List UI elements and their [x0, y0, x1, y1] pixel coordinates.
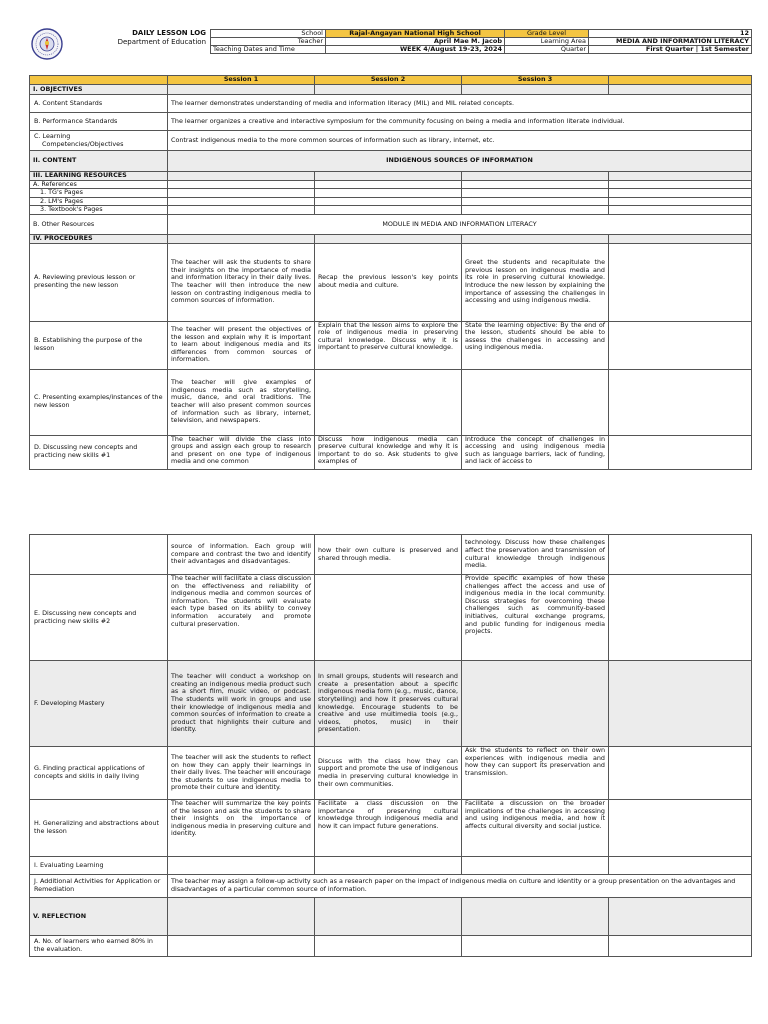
- proc-c-session1: The teacher will give examples of indigenous media such as storytelling, music, dance, and oral traditions. The teacher will also present common sources of information such as library, internet, television, and newspapers.: [168, 369, 315, 435]
- proc-b-session2: Explain that the lesson aims to explore the role of indigenous media in preserving cultural knowledge. Discuss why it is important to preserve cultural knowledge.: [315, 321, 462, 369]
- header-label-grade: Grade Level: [505, 30, 589, 38]
- header-title: DAILY LESSON LOG: [132, 29, 206, 37]
- session-2-header: Session 2: [315, 76, 462, 85]
- objectives-heading: I. OBJECTIVES: [30, 85, 168, 95]
- content-standards-label: A. Content Standards: [30, 95, 168, 113]
- proc-h-session1: The teacher will summarize the key points of the lesson and ask the students to share their insights on the importance of indigenous media in preserving culture and identity.: [168, 800, 315, 857]
- deped-seal-logo: [31, 28, 63, 60]
- other-resources-text: MODULE IN MEDIA AND INFORMATION LITERACY: [168, 214, 752, 234]
- proc-d-cont-session3: technology. Discuss how these challenges affect the preservation and transmission of cultural knowledge through indigenous media.: [462, 535, 609, 575]
- session-4-header: [609, 76, 752, 85]
- content-standards-text: The learner demonstrates understanding of media and information literacy (MIL) and MIL related concepts.: [168, 95, 752, 113]
- proc-g-session1: The teacher will ask the students to reflect on how they can apply their learnings in their daily lives. The teacher will encourage the students to use indigenous media to promote their culture and identity.: [168, 747, 315, 800]
- sessions-header-blank: [30, 76, 168, 85]
- proc-b-label: B. Establishing the purpose of the lesson: [30, 321, 168, 369]
- proc-d-session1: The teacher will divide the class into groups and assign each group to research and present on one type of indigenous media and one common: [168, 435, 315, 469]
- resources-heading: III. LEARNING RESOURCES: [30, 172, 168, 181]
- proc-h-session2: Facilitate a class discussion on the importance of preserving cultural knowledge through indigenous media and how it can impact future generations.: [315, 800, 462, 857]
- header-teacher-value: April Mae M. Jacob: [326, 38, 505, 46]
- sessions-header-row: [30, 76, 752, 85]
- header-dates-value: WEEK 4/August 19-23, 2024: [326, 46, 505, 54]
- reflection-heading: V. REFLECTION: [30, 898, 168, 936]
- proc-a-session1: The teacher will ask the students to share their insights on the importance of media and information literacy in their daily lives. The teacher will then introduce the new lesson on contrasting indigenous media to common sources of information.: [168, 243, 315, 321]
- proc-a-session2: Recap the previous lesson's key points about media and culture.: [315, 243, 462, 321]
- proc-g-label: G. Finding practical applications of concepts and skills in daily living: [30, 747, 168, 800]
- proc-f-label: F. Developing Mastery: [30, 661, 168, 747]
- proc-i-label: I. Evaluating Learning: [30, 857, 168, 875]
- textbook-pages-label: 3. Textbook's Pages: [30, 206, 168, 215]
- competencies-label-line1: C. Learning: [34, 131, 71, 140]
- header-label-dates: Teaching Dates and Time: [211, 46, 326, 54]
- proc-j-label: J. Additional Activities for Application or Remediation: [30, 875, 168, 898]
- proc-e-session1: The teacher will facilitate a class discussion on the effectiveness and reliability of indigenous media and common sources of information. The students will evaluate each type based on its ability to convey information accurately and promote cultural preservation.: [168, 575, 315, 661]
- header-dept: Department of Education: [117, 37, 206, 46]
- other-resources-label: B. Other Resources: [30, 214, 168, 234]
- header-label-teacher: Teacher: [211, 38, 326, 46]
- session-3-header: Session 3: [462, 76, 609, 85]
- lm-pages-label: 2. LM's Pages: [30, 197, 168, 206]
- header-quarter-value: First Quarter | 1st Semester: [589, 46, 752, 54]
- proc-a-label: A. Reviewing previous lesson or presenting the new lesson: [30, 243, 168, 321]
- proc-b-session3: State the learning objective: By the end of the lesson, students should be able to assess the challenges in accessing and using indigenous media.: [462, 321, 609, 369]
- competencies-label: [30, 131, 168, 151]
- header-title-block: [76, 29, 206, 46]
- competencies-label-line2: Competencies/Objectives: [42, 139, 124, 148]
- header-grade-value: 12: [589, 30, 752, 38]
- proc-c-label: C. Presenting examples/instances of the new lesson: [30, 369, 168, 435]
- session-1-header: Session 1: [168, 76, 315, 85]
- proc-g-session3: Ask the students to reflect on their own experiences with indigenous media and how they can support its preservation and transmission.: [462, 747, 609, 800]
- proc-d-cont-label: [30, 535, 168, 575]
- proc-e-session3: Provide specific examples of how these challenges affect the access and use of indigenous media in the local community. Discuss strategies for overcoming these challenges such as community-based initiatives, cultural exchange programs, and public funding for indigenous media projects.: [462, 575, 609, 661]
- proc-g-session2: Discuss with the class how they can support and promote the use of indigenous media in preserving cultural knowledge in their own communities.: [315, 747, 462, 800]
- proc-f-session2: In small groups, students will research and create a presentation about a specific indigenous media form (e.g., music, dance, storytelling) and how it preserves cultural knowledge. Encourage students to be creative and use multimedia tools (e.g., videos, photos, music) in their presentation.: [315, 661, 462, 747]
- proc-e-label: E. Discussing new concepts and practicing new skills #2: [30, 575, 168, 661]
- lesson-log-table-page2: [29, 534, 752, 957]
- content-heading: II. CONTENT: [30, 151, 168, 172]
- proc-d-cont-session2: how their own culture is preserved and shared through media.: [315, 535, 462, 575]
- header-label-school: School: [211, 30, 326, 38]
- header-info-table: [210, 29, 752, 54]
- proc-j-text: The teacher may assign a follow-up activity such as a research paper on the impact of indigenous media on culture and identity or a group presentation on the advantages and disadvantages of a particular common source of information.: [168, 875, 752, 898]
- procedures-heading: IV. PROCEDURES: [30, 234, 168, 243]
- references-label: A. References: [30, 180, 168, 189]
- proc-d-session3: Introduce the concept of challenges in accessing and using indigenous media such as language barriers, lack of funding, and lack of access to: [462, 435, 609, 469]
- header-school-value: Rajal-Angayan National High School: [326, 30, 505, 38]
- competencies-text: Contrast indigenous media to the more common sources of information such as library, internet, etc.: [168, 131, 752, 151]
- content-topic: INDIGENOUS SOURCES OF INFORMATION: [168, 151, 752, 172]
- performance-standards-label: B. Performance Standards: [30, 113, 168, 131]
- proc-d-session2: Discuss how indigenous media can preserve cultural knowledge and why it is important to do so. Ask students to give examples of: [315, 435, 462, 469]
- tg-pages-label: 1. TG's Pages: [30, 189, 168, 198]
- proc-b-session1: The teacher will present the objectives of the lesson and explain why it is important to learn about indigenous media and its differences from common sources of information.: [168, 321, 315, 369]
- proc-d-cont-session1: source of information. Each group will compare and contrast the two and identify their advantages and disadvantages.: [168, 535, 315, 575]
- performance-standards-text: The learner organizes a creative and interactive symposium for the community focusing on being a media and information literate individual.: [168, 113, 752, 131]
- reflection-a-label: A. No. of learners who earned 80% in the evaluation.: [30, 936, 168, 957]
- proc-d-label: D. Discussing new concepts and practicing new skills #1: [30, 435, 168, 469]
- header-label-quarter: Quarter: [505, 46, 589, 54]
- proc-f-session1: The teacher will conduct a workshop on creating an indigenous media product such as a short film, music video, or podcast. The students will work in groups and use their knowledge of indigenous media and common sources of information to create a product that highlights their culture and identity.: [168, 661, 315, 747]
- lesson-log-table-page1: [29, 75, 752, 470]
- proc-a-session3: Greet the students and recapitulate the previous lesson on indigenous media and its role in preserving cultural knowledge. Introduce the new lesson by explaining the importance of assessing the challenges in accessing and using indigenous media.: [462, 243, 609, 321]
- header-label-area: Learning Area: [505, 38, 589, 46]
- proc-h-session3: Facilitate a discussion on the broader implications of the challenges in accessing and using indigenous media, and how it affects cultural diversity and social justice.: [462, 800, 609, 857]
- header-area-value: MEDIA AND INFORMATION LITERACY: [589, 38, 752, 46]
- proc-h-label: H. Generalizing and abstractions about the lesson: [30, 800, 168, 857]
